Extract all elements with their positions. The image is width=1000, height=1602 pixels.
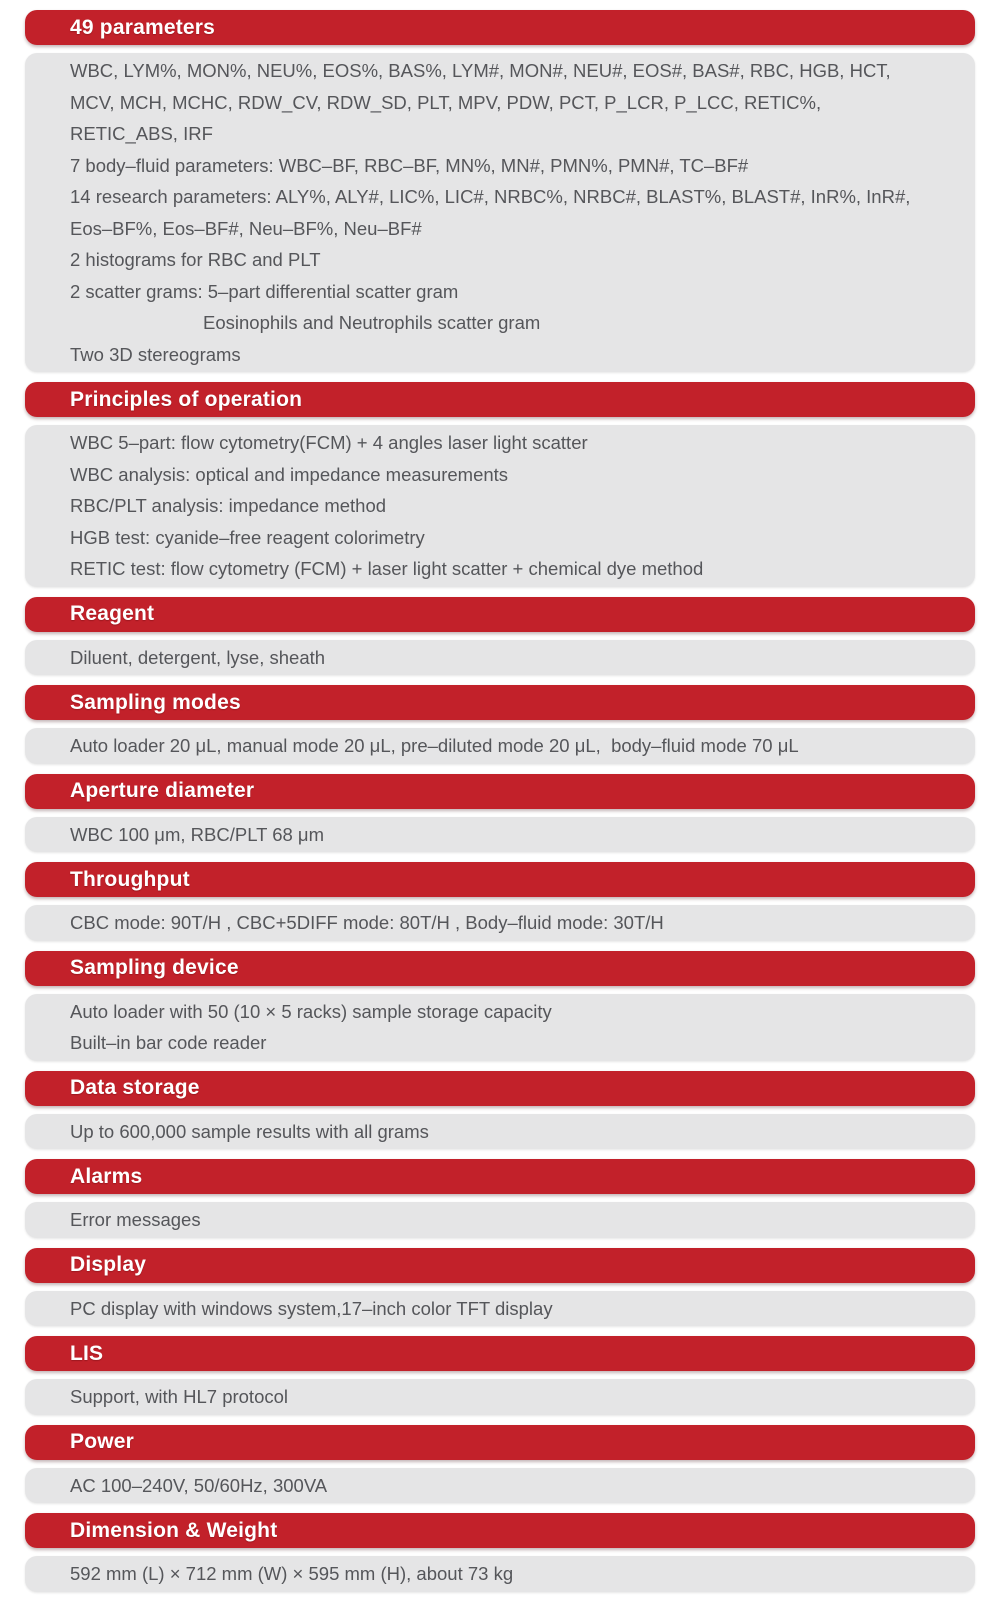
spec-line: 14 research parameters: ALY%, ALY#, LIC%, LIC#, NRBC%, NRBC#, BLAST%, BLAST#, InR%, InR#, [70, 186, 911, 207]
section-body-aperture-diameter [25, 817, 975, 853]
spec-line: RETIC_ABS, IRF [70, 123, 213, 144]
section-header-data-storage: Data storage [25, 1071, 975, 1106]
spec-line: HGB test: cyanide–free reagent colorimetry [70, 526, 425, 548]
section-header-aperture-diameter: Aperture diameter [25, 774, 975, 809]
section-principles-of-operation [25, 382, 975, 587]
section-lis [25, 1336, 975, 1415]
section-body-sampling-device [25, 994, 975, 1061]
spec-line: Eos–BF%, Eos–BF#, Neu–BF%, Neu–BF# [70, 217, 422, 239]
section-header-power: Power [25, 1425, 975, 1460]
section-throughput [25, 862, 975, 941]
spec-line: Auto loader 20 μL, manual mode 20 μL, pre–diluted mode 20 μL, body–fluid mode 70 μL [70, 735, 799, 756]
section-aperture-diameter [25, 774, 975, 853]
section-header-sampling-device: Sampling device [25, 951, 975, 986]
section-power [25, 1425, 975, 1504]
section-header-49-parameters: 49 parameters [25, 10, 975, 45]
spec-line: Eosinophils and Neutrophils scatter gram [203, 312, 541, 333]
spec-line: RBC/PLT analysis: impedance method [70, 495, 387, 516]
section-body-principles-of-operation [25, 425, 975, 587]
section-body-sampling-modes [25, 728, 975, 764]
spec-line: MCV, MCH, MCHC, RDW_CV, RDW_SD, PLT, MPV, PDW, PCT, P_LCR, P_LCC, RETIC%, [70, 91, 822, 113]
section-body-power [25, 1468, 975, 1504]
spec-line: 7 body–fluid parameters: WBC–BF, RBC–BF, MN%, MN#, PMN%, PMN#, TC–BF# [70, 154, 749, 176]
section-header-principles-of-operation: Principles of operation [25, 382, 975, 417]
spec-line: Up to 600,000 sample results with all grams [70, 1120, 429, 1142]
section-body-alarms [25, 1202, 975, 1238]
section-header-throughput: Throughput [25, 862, 975, 897]
spec-line: WBC analysis: optical and impedance measurements [70, 463, 509, 485]
section-alarms [25, 1159, 975, 1238]
spec-line: WBC 5–part: flow cytometry(FCM) + 4 angles laser light scatter [70, 432, 588, 453]
section-header-display: Display [25, 1248, 975, 1283]
section-header-lis: LIS [25, 1336, 975, 1371]
section-data-storage [25, 1071, 975, 1150]
section-header-alarms: Alarms [25, 1159, 975, 1194]
section-body-display [25, 1291, 975, 1327]
section-body-reagent [25, 640, 975, 676]
section-display [25, 1248, 975, 1327]
section-header-dimension-weight: Dimension & Weight [25, 1513, 975, 1548]
section-sampling-modes [25, 685, 975, 764]
spec-line: Two 3D stereograms [70, 343, 241, 365]
section-header-reagent: Reagent [25, 597, 975, 632]
section-body-data-storage [25, 1114, 975, 1150]
spec-line: Built–in bar code reader [70, 1032, 267, 1053]
spec-line: 2 histograms for RBC and PLT [70, 249, 321, 270]
spec-line: 2 scatter grams: 5–part differential scatter gram [70, 280, 459, 302]
section-sampling-device [25, 951, 975, 1061]
spec-line: Auto loader with 50 (10 × 5 racks) sample storage capacity [70, 1000, 552, 1022]
section-49-parameters [25, 10, 975, 372]
spec-line: WBC, LYM%, MON%, NEU%, EOS%, BAS%, LYM#, MON#, NEU#, EOS#, BAS#, RBC, HGB, HCT, [70, 60, 891, 81]
section-body-throughput [25, 905, 975, 941]
spec-line: Error messages [70, 1209, 201, 1230]
section-body-lis [25, 1379, 975, 1415]
spec-line: Diluent, detergent, lyse, sheath [70, 646, 326, 668]
section-reagent [25, 597, 975, 676]
spec-line: 592 mm (L) × 712 mm (W) × 595 mm (H), about 73 kg [70, 1563, 514, 1584]
spec-line: RETIC test: flow cytometry (FCM) + laser light scatter + chemical dye method [70, 558, 704, 579]
section-header-sampling-modes: Sampling modes [25, 685, 975, 720]
spec-line: Support, with HL7 protocol [70, 1386, 289, 1407]
spec-line: PC display with windows system,17–inch color TFT display [70, 1297, 553, 1319]
section-dimension-weight [25, 1513, 975, 1592]
spec-line: CBC mode: 90T/H , CBC+5DIFF mode: 80T/H , Body–fluid mode: 30T/H [70, 912, 664, 933]
section-body-dimension-weight [25, 1556, 975, 1592]
spec-line: WBC 100 μm, RBC/PLT 68 μm [70, 823, 325, 845]
section-body-49-parameters [25, 53, 975, 372]
spec-line: AC 100–240V, 50/60Hz, 300VA [70, 1474, 328, 1496]
